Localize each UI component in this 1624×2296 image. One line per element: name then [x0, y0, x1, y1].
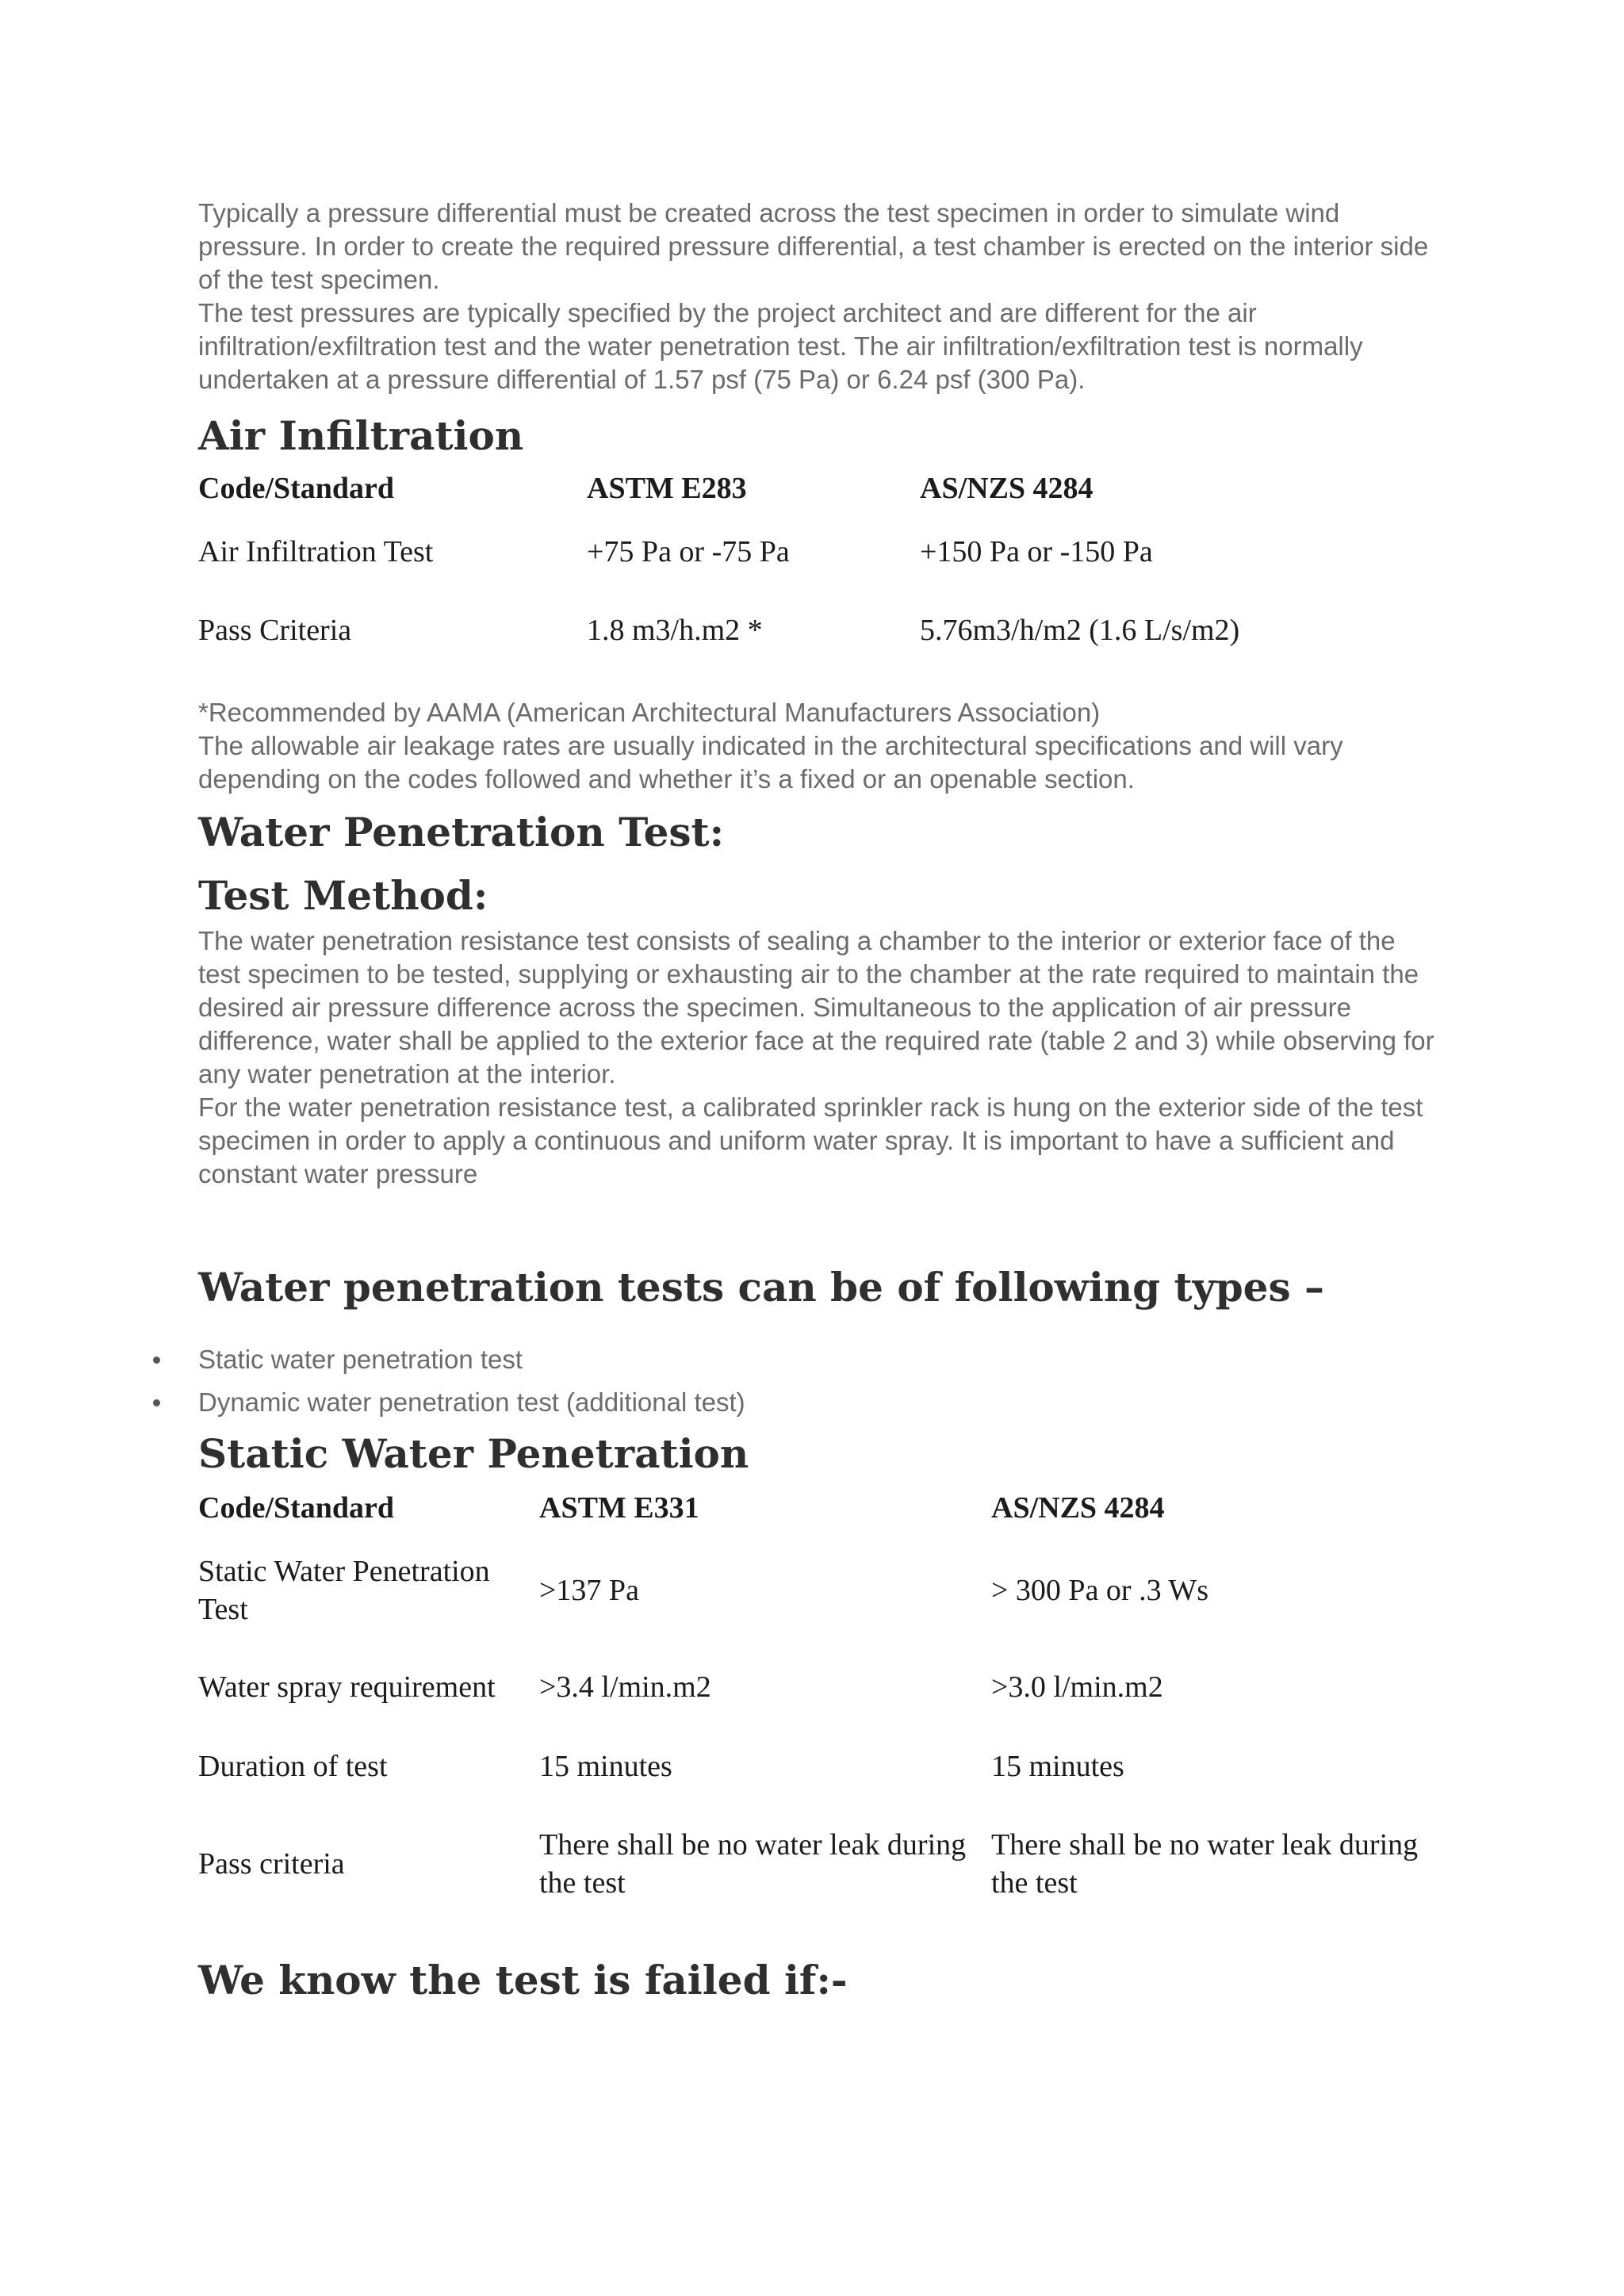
water-penetration-heading: Water Penetration Test:	[198, 809, 725, 855]
table-row	[198, 1532, 1435, 1649]
test-method-heading: Test Method:	[198, 872, 488, 919]
table-cell: Static Water Penetration Test	[198, 1555, 490, 1626]
table-header-cell: Code/Standard	[198, 472, 395, 505]
list-item-label: Dynamic water penetration test (additional test)	[198, 1387, 745, 1417]
test-method-paragraph-1: The water penetration resistance test consists of sealing a chamber to the interior or exterior face of the test specimen to be tested, supplying or exhausting air to the chamber at the rate required to maintain the desired air pressure difference across the specimen. Simultaneous to the application of air pressure difference, water shall be applied to the exterior face at the required rate (table 2 and 3) while observing for any water penetration at the interior.	[198, 926, 1434, 1089]
table-cell: >3.4 l/min.m2	[539, 1670, 711, 1704]
test-method-paragraph-2: For the water penetration resistance test, a calibrated sprinkler rack is hung on the exterior side of the test specimen in order to apply a continuous and uniform water spray. It is important to have a sufficient and constant water pressure	[198, 1093, 1423, 1188]
table-cell: >3.0 l/min.m2	[991, 1670, 1163, 1704]
table-row	[198, 512, 1435, 591]
table-header-cell: ASTM E283	[587, 472, 747, 505]
table-row	[198, 1725, 1435, 1808]
list-item-label: Static water penetration test	[198, 1345, 523, 1374]
table-cell: > 300 Pa or .3 Ws	[991, 1574, 1209, 1607]
list-item	[198, 1381, 1435, 1424]
bullet-icon	[153, 1357, 160, 1364]
static-water-table	[198, 1484, 1435, 1920]
table-header-row	[198, 465, 1435, 512]
table-header-cell: ASTM E331	[539, 1491, 699, 1525]
table-row	[198, 1649, 1435, 1725]
table-header-cell: Code/Standard	[198, 1491, 395, 1525]
intro-paragraph-2: The test pressures are typically specified by the project architect and are different for the air infiltration/exfiltration test and the water penetration test. The air infiltration/exfiltration test is normally undertaken at a pressure differential of 1.57 psf (75 Pa) or 6.24 psf (300 Pa).	[198, 298, 1363, 394]
test-failed-heading: We know the test is failed if:-	[198, 1957, 848, 2003]
table-row	[198, 1808, 1435, 1920]
list-item	[198, 1338, 1435, 1381]
air-infiltration-heading: Air Infiltration	[198, 412, 524, 459]
table-cell: Air Infiltration Test	[198, 535, 434, 568]
table-cell: There shall be no water leak during the test	[539, 1828, 967, 1900]
aama-note: *Recommended by AAMA (American Architectural Manufacturers Association)	[198, 698, 1101, 727]
table-cell: There shall be no water leak during the test	[991, 1828, 1419, 1900]
table-header-cell: AS/NZS 4284	[920, 472, 1094, 505]
table-cell: 5.76m3/h/m2 (1.6 L/s/m2)	[920, 614, 1240, 647]
table-cell: +75 Pa or -75 Pa	[587, 535, 790, 568]
types-heading: Water penetration tests can be of following types –	[198, 1264, 1325, 1311]
table-header-row	[198, 1484, 1435, 1532]
table-cell: 1.8 m3/h.m2 *	[587, 614, 763, 647]
table-row	[198, 591, 1435, 669]
table-cell: >137 Pa	[539, 1574, 639, 1607]
table-cell: Water spray requirement	[198, 1670, 496, 1704]
intro-paragraph-1: Typically a pressure differential must be created across the test specimen in order to simulate wind pressure. In order to create the required pressure differential, a test chamber is erected on the interior side of the test specimen.	[198, 198, 1429, 294]
table-cell: 15 minutes	[539, 1750, 672, 1783]
table-cell: +150 Pa or -150 Pa	[920, 535, 1153, 568]
table-cell: 15 minutes	[991, 1750, 1124, 1783]
document-page	[198, 197, 1435, 2004]
table-header-cell: AS/NZS 4284	[991, 1491, 1165, 1525]
test-types-list	[198, 1338, 1435, 1424]
table-cell: Pass Criteria	[198, 614, 352, 647]
static-water-heading: Static Water Penetration	[198, 1430, 749, 1477]
air-leakage-paragraph: The allowable air leakage rates are usually indicated in the architectural specifications and will vary depending on the codes followed and whether it’s a fixed or an openable section.	[198, 731, 1343, 794]
table-cell: Duration of test	[198, 1750, 388, 1783]
air-infiltration-table	[198, 465, 1435, 669]
bullet-icon	[153, 1399, 160, 1406]
table-cell: Pass criteria	[198, 1847, 345, 1881]
